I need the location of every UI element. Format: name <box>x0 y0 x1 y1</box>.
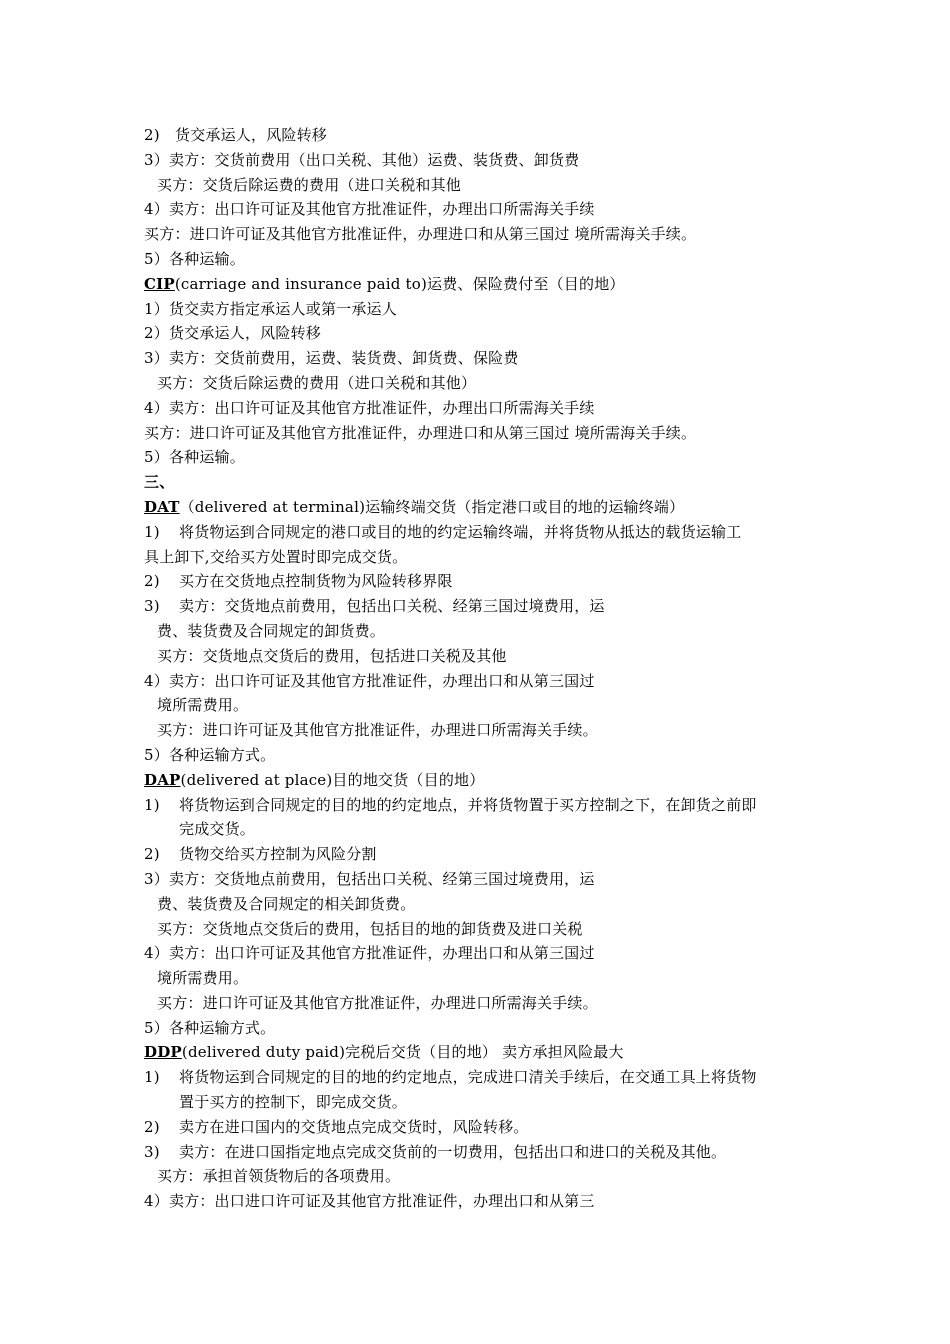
item-text: 货物交给买方控制为风险分割 <box>179 845 377 864</box>
item-text: 卖方：交货地点前费用，包括出口关税、经第三国过境费用，运 <box>179 597 605 616</box>
item-text: 买方在交货地点控制货物为风险转移界限 <box>179 572 453 591</box>
section-heading-cip <box>144 272 824 297</box>
item-text: 卖方：在进口国指定地点完成交货前的一切费用，包括出口和进口的关税及其他。 <box>179 1142 727 1161</box>
item-text: 卖方在进口国内的交货地点完成交货时，风险转移。 <box>179 1117 529 1136</box>
item-number: 1) <box>144 795 160 814</box>
text-line: 买方：进口许可证及其他官方批准证件，办理进口所需海关手续。 <box>157 721 598 740</box>
document-body <box>144 123 824 1214</box>
section-heading-ddp <box>144 1040 824 1065</box>
item-number: 2) <box>144 1117 160 1136</box>
numbered-line <box>144 1140 824 1165</box>
text-line: 2) 货交承运人，风险转移 <box>144 126 327 144</box>
text-line: 境所需费用。 <box>157 696 249 715</box>
item-text: 将货物运到合同规定的港口或目的地的约定运输终端，并将货物从抵达的载货运输工 <box>179 522 742 541</box>
heading-text: (delivered duty paid)完税后交货（目的地） 卖方承担风险最大 <box>181 1043 624 1062</box>
text-line: 5）各种运输。 <box>144 448 245 467</box>
text-line: 4）卖方：出口许可证及其他官方批准证件，办理出口所需海关手续 <box>144 398 595 417</box>
term-cip: CIP <box>144 274 175 293</box>
text-line: 买方：承担首领货物后的各项费用。 <box>157 1167 401 1186</box>
numbered-line <box>144 520 824 545</box>
text-line: 买方：交货地点交货后的费用，包括进口关税及其他 <box>157 646 507 665</box>
numbered-line <box>144 569 824 594</box>
numbered-line <box>144 842 824 867</box>
heading-text: （delivered at terminal)运输终端交货（指定港口或目的地的运输终端） <box>179 497 685 516</box>
section-heading-dat <box>144 495 824 520</box>
text-line: 费、装货费及合同规定的相关卸货费。 <box>157 894 416 913</box>
numbered-line <box>144 594 824 619</box>
text-line: 3）卖方：交货前费用（出口关税、其他）运费、装货费、卸货费 <box>144 150 580 169</box>
text-line: 买方：交货地点交货后的费用，包括目的地的卸货费及进口关税 <box>157 919 583 938</box>
section-number: 三、 <box>144 473 175 492</box>
item-number: 1) <box>144 1068 160 1087</box>
item-number: 3) <box>144 1142 160 1161</box>
text-line: 3）卖方：交货前费用，运费、装货费、卸货费、保险费 <box>144 349 519 368</box>
text-line: 3）卖方：交货地点前费用，包括出口关税、经第三国过境费用，运 <box>144 869 595 888</box>
item-number: 3) <box>144 597 160 616</box>
text-line: 4）卖方：出口许可证及其他官方批准证件，办理出口和从第三国过 <box>144 671 595 690</box>
text-line: 4）卖方：出口进口许可证及其他官方批准证件，办理出口和从第三 <box>144 1192 595 1211</box>
item-number: 2) <box>144 845 160 864</box>
text-line: 5）各种运输方式。 <box>144 1018 276 1037</box>
text-line: 买方：交货后除运费的费用（进口关税和其他 <box>157 175 462 194</box>
section-heading-dap <box>144 768 824 793</box>
item-number: 1) <box>144 522 160 541</box>
text-line: 费、装货费及合同规定的卸货费。 <box>157 621 386 640</box>
text-line: 4）卖方：出口许可证及其他官方批准证件，办理出口和从第三国过 <box>144 944 595 963</box>
text-line: 具上卸下,交给买方处置时即完成交货。 <box>144 547 408 566</box>
text-line: 2）货交承运人，风险转移 <box>144 324 321 343</box>
text-line: 买方：进口许可证及其他官方批准证件，办理进口所需海关手续。 <box>157 993 598 1012</box>
term-dap: DAP <box>144 770 181 789</box>
text-line: 5）各种运输方式。 <box>144 745 276 764</box>
text-line: 1）货交卖方指定承运人或第一承运人 <box>144 299 397 318</box>
text-line: 买方：进口许可证及其他官方批准证件，办理进口和从第三国过 境所需海关手续。 <box>144 423 697 442</box>
item-text: 将货物运到合同规定的目的地的约定地点，完成进口清关手续后，在交通工具上将货物 <box>179 1068 757 1087</box>
text-line: 5）各种运输。 <box>144 249 245 268</box>
text-line: 境所需费用。 <box>157 969 249 988</box>
term-ddp: DDP <box>144 1043 182 1062</box>
text-line: 置于买方的控制下，即完成交货。 <box>179 1093 408 1112</box>
text-line: 完成交货。 <box>179 820 256 839</box>
numbered-line <box>144 1065 824 1090</box>
numbered-line <box>144 793 824 818</box>
item-text: 将货物运到合同规定的目的地的约定地点，并将货物置于买方控制之下，在卸货之前即 <box>179 795 757 814</box>
item-number: 2) <box>144 572 160 591</box>
numbered-line <box>144 1115 824 1140</box>
heading-text: (delivered at place)目的地交货（目的地） <box>180 770 485 789</box>
term-dat: DAT <box>144 497 180 516</box>
text-line: 买方：交货后除运费的费用（进口关税和其他） <box>157 373 477 392</box>
text-line: 4）卖方：出口许可证及其他官方批准证件，办理出口所需海关手续 <box>144 200 595 219</box>
heading-text: (carriage and insurance paid to)运费、保险费付至（目的地） <box>174 274 625 293</box>
text-line: 买方：进口许可证及其他官方批准证件，办理进口和从第三国过 境所需海关手续。 <box>144 225 697 244</box>
